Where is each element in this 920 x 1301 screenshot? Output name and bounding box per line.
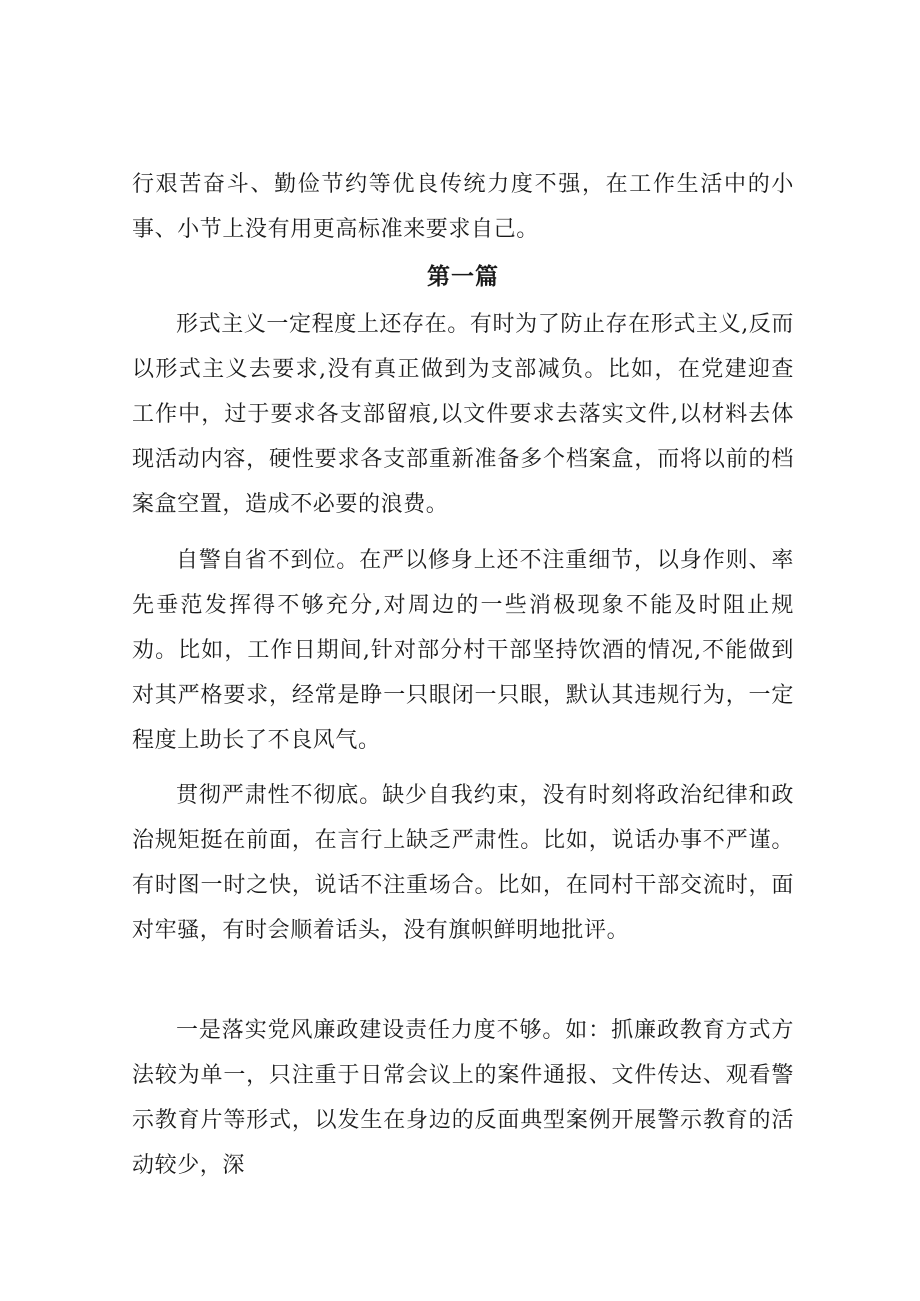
section-title: 第一篇 xyxy=(427,264,499,290)
paragraph-text: 行艰苦奋斗、勤俭节约等优良传统力度不强，在工作生活中的小事、小节上没有用更高标准来要求自己。 xyxy=(132,172,794,242)
paragraph-self-discipline xyxy=(132,538,794,763)
paragraph-formalism xyxy=(132,302,794,527)
paragraph-text: 自警自省不到位。在严以修身上还不注重细节，以身作则、率先垂范发挥得不够充分,对周边的一些消极现象不能及时阻止规劝。比如，工作日期间,针对部分村干部坚持饮酒的情况,不能做到对其严格要求，经常是睁一只眼闭一只眼，默认其违规行为，一定程度上助长了不良风气。 xyxy=(132,548,794,753)
paragraph-seriousness xyxy=(132,773,794,953)
paragraph-text: 形式主义一定程度上还存在。有时为了防止存在形式主义,反而以形式主义去要求,没有真正做到为支部减负。比如，在党建迎查工作中，过于要求各支部留痕,以文件要求去落实文件,以材料去体现活动内容，硬性要求各支部重新准备多个档案盒，而将以前的档案盒空置，造成不必要的浪费。 xyxy=(132,312,794,517)
continuation-paragraph xyxy=(132,162,794,252)
paragraph-text: 一是落实党风廉政建设责任力度不够。如：抓廉政教育方式方法较为单一，只注重于日常会议上的案件通报、文件传达、观看警示教育片等形式，以发生在身边的反面典型案例开展警示教育的活动较少，深 xyxy=(132,1018,794,1178)
paragraph-text: 贯彻严肃性不彻底。缺少自我约束，没有时刻将政治纪律和政治规矩挺在前面，在言行上缺乏严肃性。比如，说话办事不严谨。有时图一时之快，说话不注重场合。比如，在同村干部交流时，面对牢骚，有时会顺着话头，没有旗帜鲜明地批评。 xyxy=(132,783,794,943)
paragraph-integrity-responsibility xyxy=(132,1008,794,1188)
